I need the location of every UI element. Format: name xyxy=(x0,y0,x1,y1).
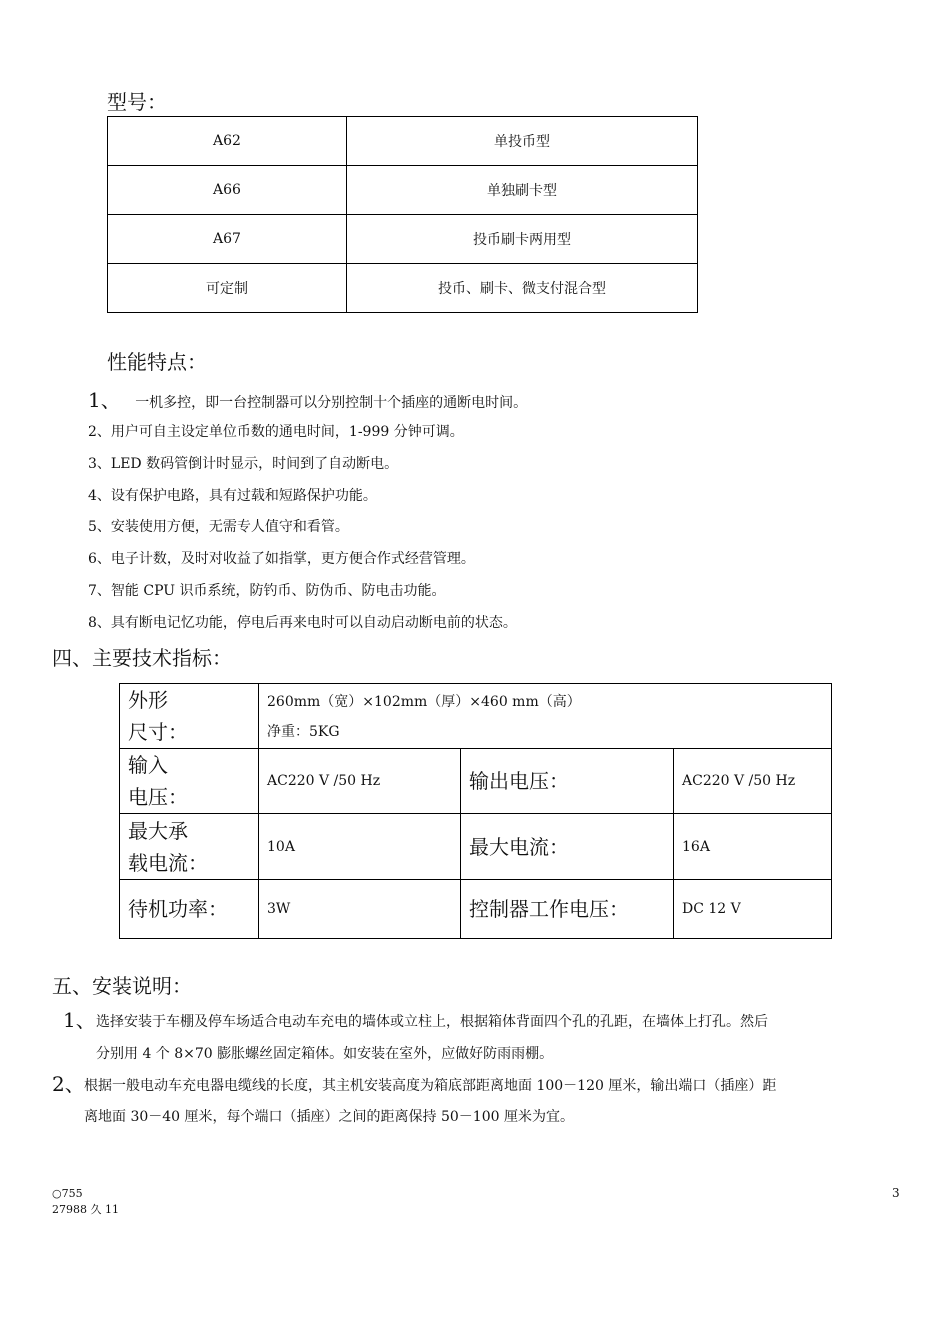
table-row xyxy=(120,880,832,939)
feature-number: 1、 xyxy=(88,388,121,412)
install-item: 选择安装于车棚及停车场适合电动车充电的墙体或立柱上，根据箱体背面四个孔的孔距，在墙体上打孔。然后 xyxy=(96,1014,768,1030)
feature-item: 5、安装使用方便，无需专人值守和看管。 xyxy=(88,519,349,535)
input-label-line: 电压： xyxy=(128,785,188,809)
size-label-line: 外形 xyxy=(128,688,168,712)
table-row xyxy=(108,215,698,264)
install-number: 1、 xyxy=(63,1008,96,1032)
max-load-label-line: 载电流： xyxy=(128,850,208,875)
feature-item: 2、用户可自主设定单位币数的通电时间，1-999 分钟可调。 xyxy=(88,424,464,440)
input-voltage-value: AC220 V /50 Hz xyxy=(259,749,461,814)
max-load-current-value: 10A xyxy=(259,814,461,880)
install-number: 2、 xyxy=(52,1072,85,1096)
model-code: 可定制 xyxy=(108,264,347,313)
install-item: 分别用 4 个 8×70 膨胀螺丝固定箱体。如安装在室外，应做好防雨雨棚。 xyxy=(96,1046,554,1062)
feature-item: 4、设有保护电路，具有过载和短路保护功能。 xyxy=(88,488,377,504)
table-row xyxy=(120,814,832,880)
model-name: 投币、刷卡、微支付混合型 xyxy=(347,264,698,313)
max-load-current-label xyxy=(120,814,259,880)
feature-item: 3、LED 数码管倒计时显示，时间到了自动断电。 xyxy=(88,456,399,472)
table-row xyxy=(120,749,832,814)
input-label-line: 输入 xyxy=(128,753,168,777)
controller-voltage-label: 控制器工作电压： xyxy=(461,880,674,939)
model-table xyxy=(107,116,698,313)
model-name: 单独刷卡型 xyxy=(347,166,698,215)
size-value xyxy=(259,684,832,749)
install-heading: 五、安装说明： xyxy=(52,974,192,998)
feature-item: 7、智能 CPU 识币系统，防钓币、防伪币、防电击功能。 xyxy=(88,583,446,599)
max-load-label-line: 最大承 xyxy=(128,818,188,843)
table-row xyxy=(108,166,698,215)
footer-line: 27988 久 11 xyxy=(52,1203,119,1216)
table-row xyxy=(108,264,698,313)
page-number: 3 xyxy=(892,1186,900,1200)
output-voltage-label: 输出电压： xyxy=(461,749,674,814)
table-row xyxy=(108,117,698,166)
size-dimensions: 260mm（宽）×102mm（厚）×460 mm（高） xyxy=(267,694,581,710)
model-code: A66 xyxy=(108,166,347,215)
table-row xyxy=(120,684,832,749)
feature-item: 8、具有断电记忆功能，停电后再来电时可以自动启动断电前的状态。 xyxy=(88,615,517,631)
install-item: 根据一般电动车充电器电缆线的长度，其主机安装高度为箱底部距离地面 100－120 厘米，输出端口（插座）距 xyxy=(84,1078,777,1094)
footer-line: ○755 xyxy=(52,1187,83,1200)
model-name: 投币刷卡两用型 xyxy=(347,215,698,264)
net-weight: 净重：5KG xyxy=(267,724,340,740)
feature-item: 6、电子计数，及时对收益了如指掌，更方便合作式经营管理。 xyxy=(88,551,475,567)
controller-voltage-value: DC 12 V xyxy=(674,880,832,939)
footer-left xyxy=(52,1186,119,1218)
specs-heading: 四、主要技术指标： xyxy=(52,646,232,670)
size-label-line: 尺寸： xyxy=(128,720,188,744)
model-code: A67 xyxy=(108,215,347,264)
input-voltage-label xyxy=(120,749,259,814)
max-current-value: 16A xyxy=(674,814,832,880)
size-label xyxy=(120,684,259,749)
model-heading: 型号： xyxy=(107,90,167,114)
specs-table xyxy=(119,683,832,939)
output-voltage-value: AC220 V /50 Hz xyxy=(674,749,832,814)
max-current-label: 最大电流： xyxy=(461,814,674,880)
standby-power-label: 待机功率： xyxy=(120,880,259,939)
install-item: 离地面 30－40 厘米，每个端口（插座）之间的距离保持 50－100 厘米为宜。 xyxy=(84,1109,574,1125)
features-heading: 性能特点： xyxy=(107,350,207,374)
feature-text: 一机多控，即一台控制器可以分别控制十个插座的通断电时间。 xyxy=(135,395,528,411)
model-name: 单投币型 xyxy=(347,117,698,166)
model-code: A62 xyxy=(108,117,347,166)
standby-power-value: 3W xyxy=(259,880,461,939)
feature-item xyxy=(88,384,527,413)
